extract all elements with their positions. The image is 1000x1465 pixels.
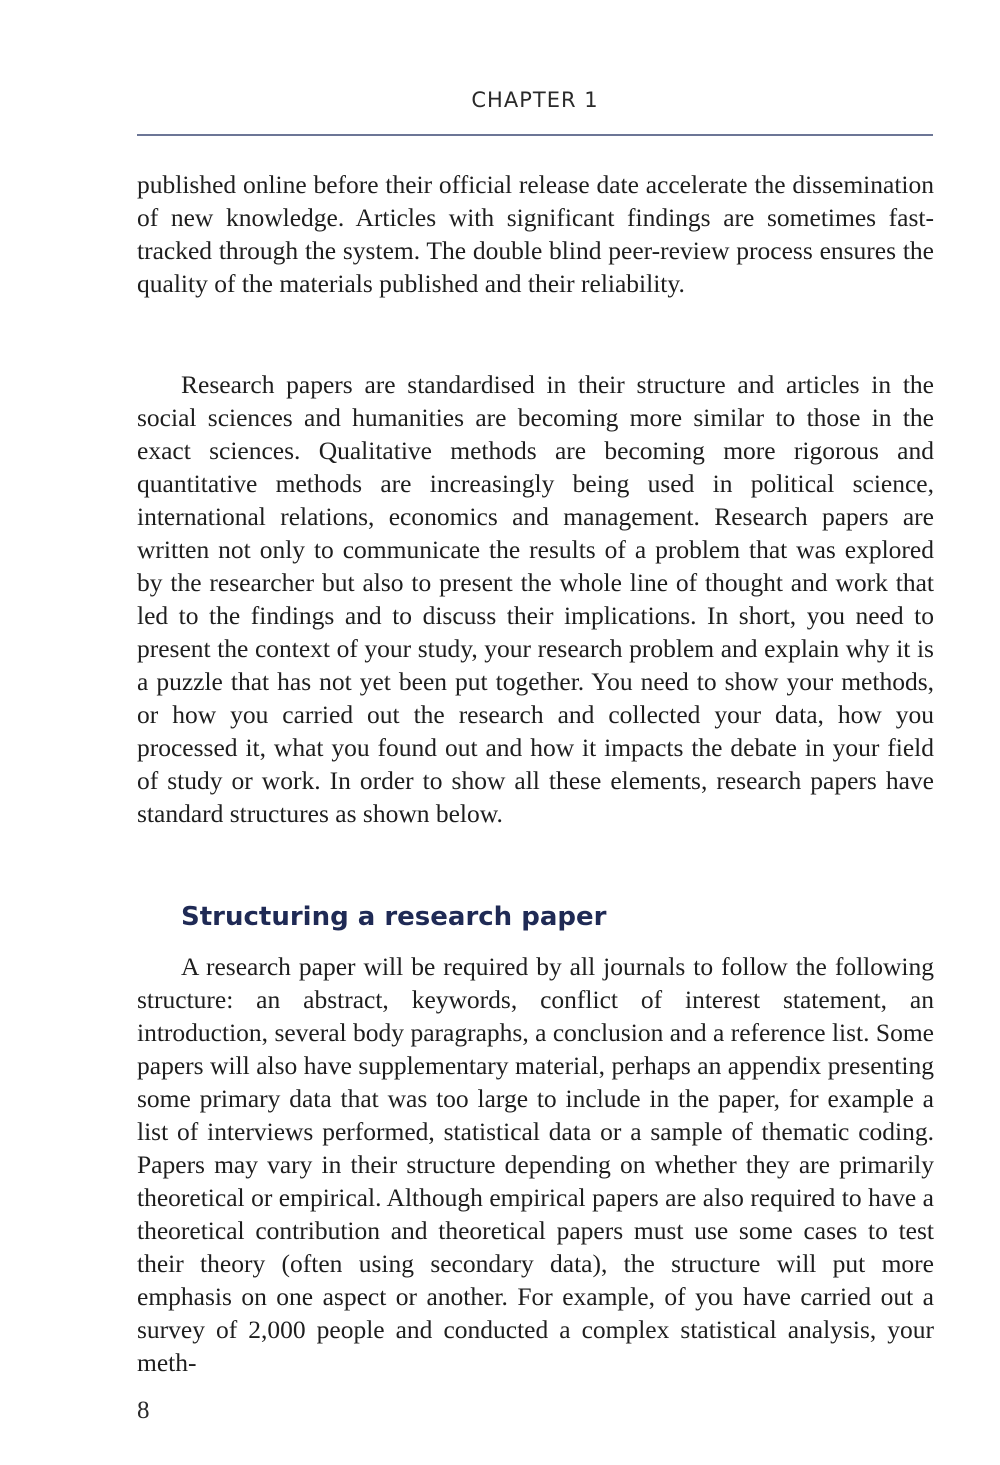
section-heading: Structuring a research paper [181,902,607,932]
page-number: 8 [137,1397,150,1424]
running-header: CHAPTER 1 [471,88,599,112]
paragraph-continuation: published online before their official release date accelerate the dissemination of new knowledge. Articles with significant findings are sometimes fast-tracked through the system. The double blind peer-review process ensures the quality of the materials published and their reliability. [137,170,934,298]
paragraph-structure: A research paper will be required by all journals to follow the following structure: an abstract, keywords, conflict of interest statement, an introduction, several body paragraphs, a conclusion and a reference list. Some papers will also have supplementary material, perhaps an appendix presenting some primary data that was too large to include in the paper, for example a list of interviews performed, statistical data or a sample of thematic coding. Papers may vary in their structure depending on whether they are primarily theoretical or empirical. Although empirical papers are also required to have a theoretical contribution and theoretical papers must use some cases to test their theory (often using secondary data), the structure will put more emphasis on one aspect or another. For example, of you have carried out a survey of 2,000 people and conducted a complex statistical analysis, your meth- [137,952,934,1377]
header-divider [137,134,933,136]
paragraph-research-papers: Research papers are standardised in their structure and articles in the social sciences and humanities are becoming more similar to those in the exact sciences. Qualitative methods are becoming more rigorous and quantitative methods are increasingly being used in political science, international relations, economics and management. Research papers are written not only to communicate the results of a problem that was explored by the researcher but also to present the whole line of thought and work that led to the findings and to discuss their implications. In short, you need to present the context of your study, your research problem and explain why it is a puzzle that has not yet been put together. You need to show your methods, or how you carried out the research and collected your data, how you processed it, what you found out and how it impacts the debate in your field of study or work. In order to show all these elements, research papers have standard structures as shown below. [137,370,934,828]
